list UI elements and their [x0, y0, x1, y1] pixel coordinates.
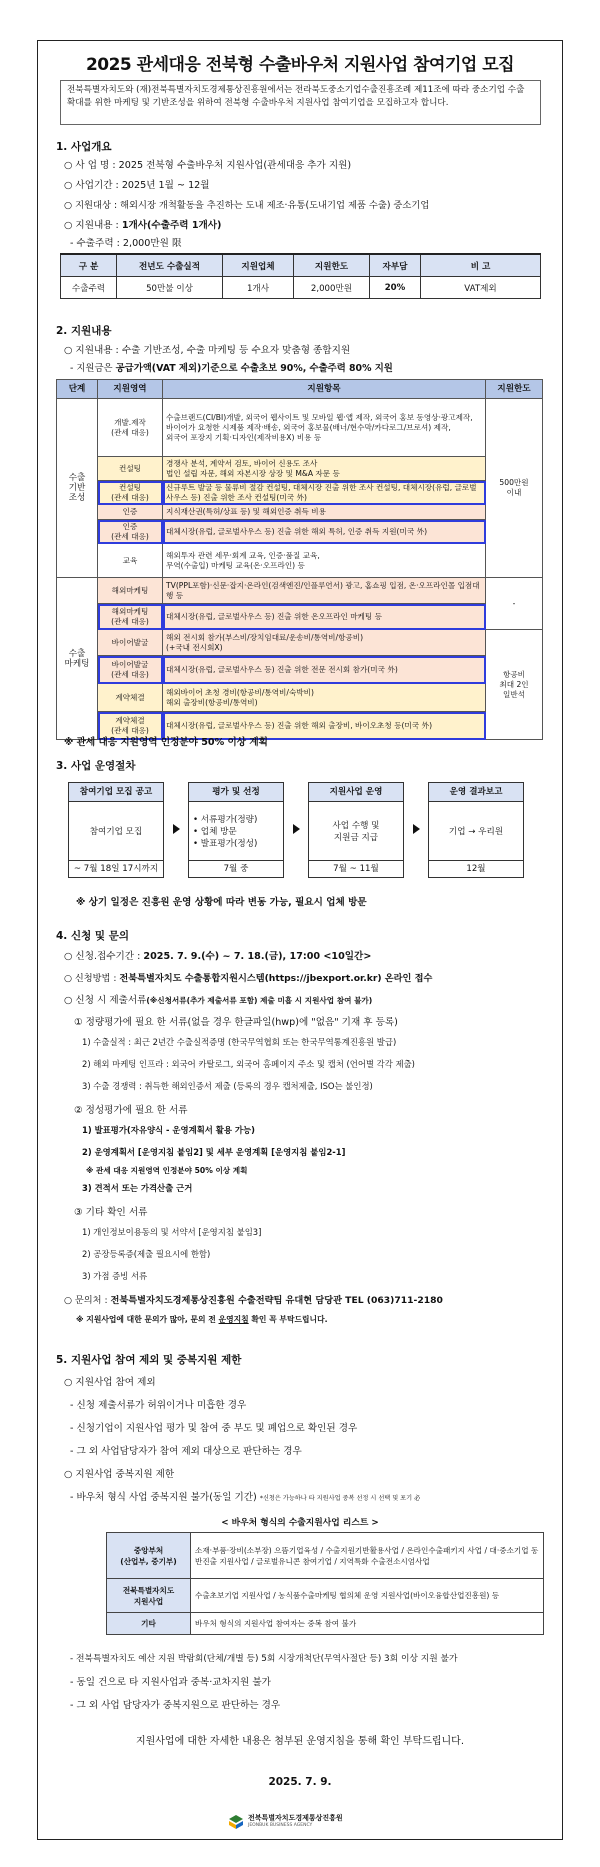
s4-docs-item: 1) 발표평가(자유양식 - 운영계획서 활용 가능) — [82, 1125, 255, 1135]
process-step — [68, 782, 164, 878]
voucher-th: 중앙부처 (산업부, 중기부) — [107, 1533, 191, 1579]
s4-docs-item: 1) 수출실적 : 최근 2년간 수출실적증명 (한국무역협회 또는 한국무역통계진흥원 발급) — [82, 1037, 397, 1047]
page-title: 2025 관세대응 전북형 수출바우처 지원사업 참여기업 모집 — [85, 55, 515, 75]
support-th: 지원영역 — [98, 380, 163, 399]
s1-line-name: ○ 사 업 명 : 2025 전북형 수출바우처 지원사업(관세대응 추가 지원) — [64, 160, 352, 171]
section-3-heading: 3. 사업 운영절차 — [56, 760, 136, 772]
s4-docs-quant: ① 정량평가에 필요 한 서류(없을 경우 한글파일(hwp)에 "없음" 기재 후 등록) — [74, 1017, 398, 1028]
s1-line-limit: - 수출주력 : 2,000만원 限 — [70, 238, 182, 249]
section-1-heading: 1. 사업개요 — [56, 141, 112, 153]
overview-td: 수출주력 — [61, 277, 117, 299]
s5-line-dup: - 바우처 형식 사업 중복지원 불가(동일 기간) *신청은 가능하나 타 지원사업 중복 선정 시 선택 및 포기 必 — [70, 1492, 421, 1503]
area-cell: 인증 (관세 대응) — [98, 520, 163, 544]
step-body: 사업 수행 및 지원금 지급 — [332, 821, 380, 843]
voucher-td: 수출초보기업 지원사업 / 농식품수출마케팅 협의체 운영 지원사업(바이오융합산업진흥원) 등 — [191, 1579, 544, 1613]
overview-table — [60, 253, 541, 299]
s5-line: - 신청 제출서류가 허위이거나 미흡한 경우 — [70, 1400, 247, 1411]
stage-cell: 수출 기반 조성 — [57, 399, 98, 578]
area-cell: 바이어발굴 — [98, 630, 163, 656]
area-cell: 해외마케팅 (관세 대응) — [98, 604, 163, 630]
voucher-th: 전북특별자치도 지원사업 — [107, 1579, 191, 1613]
overview-td: VAT제외 — [421, 277, 541, 299]
overview-td: 1개사 — [223, 277, 294, 299]
s4-line-period: ○ 신청.접수기간 : 2025. 7. 9.(수) ~ 7. 18.(금), 17:00 <10일간> — [64, 951, 372, 962]
overview-td: 20% — [370, 277, 421, 299]
step-date: 7월 ~ 11월 — [309, 860, 403, 877]
step-title: 운영 결과보고 — [429, 783, 523, 802]
step-title: 참여기업 모집 공고 — [69, 783, 163, 802]
s4-docs-item: 3) 가점 증빙 서류 — [82, 1271, 148, 1281]
voucher-table — [106, 1532, 544, 1635]
s1-line-target: ○ 지원대상 : 해외시장 개척활동을 추진하는 도내 제조·유통(도내기업 제품 수출) 중소기업 — [64, 200, 430, 211]
process-step — [188, 782, 284, 878]
overview-td: 50만불 이상 — [117, 277, 223, 299]
support-th: 지원한도 — [486, 380, 543, 399]
support-th: 단계 — [57, 380, 98, 399]
s4-line-method: ○ 신청방법 : 전북특별자치도 수출통합지원시스템(https://jbexport.or.kr) 온라인 접수 — [64, 973, 433, 984]
overview-td: 2,000만원 — [294, 277, 370, 299]
limit-cell: 500만원 이내 — [486, 399, 543, 578]
item-cell: TV(PPL포함)·신문·잡지·온라인(검색엔진/인플루언서) 광고, 홈쇼핑 입점, 온·오프라인몰 입점대행 등 — [163, 578, 486, 604]
overview-th: 전년도 수출실적 — [117, 254, 223, 277]
item-cell: 경쟁사 분석, 계약서 검토, 바이어 신용도 조사 법인 설립 자문, 해외 자본시장 상장 및 M&A 자문 등 — [163, 457, 486, 481]
item-cell: 대체시장(유럽, 글로벌사우스 등) 진출 위한 해외 특허, 인증 취득 지원(미국 外) — [163, 520, 486, 544]
s2-line-ratio: - 지원금은 공급가액(VAT 제외)기준으로 수출초보 90%, 수출주력 80% 지원 — [70, 363, 393, 374]
arrow-right-icon — [293, 824, 300, 834]
s5-line: - 전북특별자치도 예산 지원 박람회(단체/개별 등) 5회 시장개척단(무역사절단 등) 3회 이상 지원 불가 — [70, 1654, 458, 1664]
s5-line: - 동일 건으로 타 지원사업과 중복·교차지원 불가 — [70, 1677, 271, 1688]
step-title: 지원사업 운영 — [309, 783, 403, 802]
item-cell: 해외바이어 초청 경비(항공비/통역비/숙박비) 해외 출장비(항공비/통역비) — [163, 684, 486, 712]
s4-docs-note: ※ 관세 대응 지원영역 인정분야 50% 이상 계획 — [86, 1166, 248, 1175]
intro-box: 전북특별자치도와 (재)전북특별자치도경제통상진흥원에서는 전라북도중소기업수출진흥조례 제11조에 따라 중소기업 수출 확대를 위한 마케팅 및 기반조성을 위하여 전북형 수출바우처 지원사업 참여기업을 모집하고자 합니다. — [60, 80, 541, 125]
limit-cell: 항공비 최대 2인 일반석 — [486, 630, 543, 740]
voucher-td: 소재·부품·장비(소부장) 으뜸기업육성 / 수출지원기반활용사업 / 온라인수출패키지 사업 / 대·중소기업 동반진출 지원사업 / 글로벌유니콘 참여기업 / 지역특화 수출전소시엄사업 — [191, 1533, 544, 1579]
section-4-heading: 4. 신청 및 문의 — [56, 930, 129, 942]
s1-line-content: ○ 지원내용 : 1개사(수출주력 1개사) — [64, 220, 222, 231]
area-cell: 바이어발굴 (관세 대응) — [98, 656, 163, 684]
s1-line-period: ○ 사업기간 : 2025년 1월 ~ 12월 — [64, 180, 210, 191]
item-cell: 지식재산권(특허/상표 등) 및 해외인증 취득 비용 — [163, 505, 486, 520]
support-table — [56, 379, 543, 740]
item-cell: 대체시장(유럽, 글로벌사우스 등) 진출 위한 온오프라인 마케팅 등 — [163, 604, 486, 630]
s2-note: ※ 관세 대응 지원영역 인정분야 50% 이상 계획 — [64, 737, 268, 748]
area-cell: 계약체결 — [98, 684, 163, 712]
s5-line: - 그 외 사업 담당자가 중복지원으로 판단하는 경우 — [70, 1700, 281, 1711]
section-2-heading: 2. 지원내용 — [56, 325, 112, 337]
step-body: 참여기업 모집 — [89, 827, 143, 837]
support-th: 지원항목 — [163, 380, 486, 399]
s2-line-content: ○ 지원내용 : 수출 기반조성, 수출 마케팅 등 수요자 맞춤형 종합지원 — [64, 345, 351, 356]
s4-line-contact: ○ 문의처 : 전북특별자치도경제통상진흥원 수출전략팀 유대현 담당관 TEL (063)711-2180 — [64, 1295, 443, 1306]
s4-docs-item: 3) 견적서 또는 가격산출 근거 — [82, 1183, 193, 1193]
closing-text: 지원사업에 대한 자세한 내용은 첨부된 운영지침을 통해 확인 부탁드립니다. — [135, 1736, 465, 1747]
logo-subtitle: JEONBUK BUSINESS AGENCY — [248, 1823, 313, 1828]
area-cell: 컨설팅 — [98, 457, 163, 481]
s4-docs-item: 1) 개인정보이용동의 및 서약서 [운영지침 붙임3] — [82, 1227, 262, 1237]
item-cell: 해외 전시회 참가(부스비/장치임대료/운송비/통역비/항공비) (+국내 전시회X) — [163, 630, 486, 656]
overview-th: 구 분 — [61, 254, 117, 277]
s5-line: - 신청기업이 지원사업 평가 및 참여 중 부도 및 폐업으로 확인된 경우 — [70, 1423, 358, 1434]
step-body: • 서류평가(정량) • 업체 방문 • 발표평가(정성) — [193, 815, 258, 849]
step-title: 평가 및 선정 — [189, 783, 283, 802]
step-date: 7월 중 — [189, 860, 283, 877]
arrow-right-icon — [173, 824, 180, 834]
s4-docs-item: 2) 해외 마케팅 인프라 : 외국어 카탈로그, 외국어 홈페이지 주소 및 캡처 (언어별 각각 제출) — [82, 1059, 415, 1069]
s5-line: ○ 지원사업 중복지원 제한 — [64, 1469, 175, 1480]
s4-docs-item: 2) 운영계획서 [운영지침 붙임2] 및 세부 운영계획 [운영지침 붙임2-1] — [82, 1147, 346, 1157]
step-date: 12월 — [429, 860, 523, 877]
jbba-logo-icon — [228, 1814, 244, 1830]
issue-date: 2025. 7. 9. — [268, 1776, 332, 1788]
area-cell: 개발.제작 (관세 대응) — [98, 399, 163, 457]
item-cell: 수출브랜드(CI/BI)개발, 외국어 웹사이트 및 모바일 웹·앱 제작, 외국어 홍보 동영상·광고제작, 바이어가 요청한 시제품 제작·배송, 외국어 홍보물(배너/현수막/카다로그/브로셔) 제작, 외국어 포장지 기획·디자인(제작비용X) 비용 등 — [163, 399, 486, 457]
area-cell: 인증 — [98, 505, 163, 520]
item-cell: 대체시장(유럽, 글로벌사우스 등) 진출 위한 전문 전시회 참가(미국 外) — [163, 656, 486, 684]
logo-name: 전북특별자치도경제통상진흥원 — [248, 1814, 343, 1822]
s4-docs-qual: ② 정성평가에 필요 한 서류 — [74, 1105, 188, 1116]
process-step — [428, 782, 524, 878]
item-cell: 해외투자 관련 세무·회계 교육, 인증·품질 교육, 무역(수출입) 마케팅 교육(온·오프라인) 등 — [163, 544, 486, 578]
s3-note: ※ 상기 일정은 진흥원 운영 상황에 따라 변동 가능, 필요시 업체 방문 — [76, 897, 367, 908]
s4-docs-item: 3) 수출 경쟁력 : 취득한 해외인증서 제출 (등록의 경우 캡처제출, ISO는 불인정) — [82, 1081, 373, 1091]
overview-th: 비 고 — [421, 254, 541, 277]
stage-cell: 수출 마케팅 — [57, 578, 98, 740]
voucher-th: 기타 — [107, 1613, 191, 1635]
s4-docs-etc: ③ 기타 확인 서류 — [74, 1207, 148, 1218]
overview-th: 지원한도 — [294, 254, 370, 277]
s5-line: ○ 지원사업 참여 제외 — [64, 1377, 156, 1388]
section-5-heading: 5. 지원사업 참여 제외 및 중복지원 제한 — [56, 1354, 242, 1366]
voucher-table-title: < 바우처 형식의 수출지원사업 리스트 > — [221, 1518, 379, 1528]
area-cell: 컨설팅 (관세 대응) — [98, 481, 163, 505]
step-date: ~ 7월 18일 17시까지 — [69, 860, 163, 877]
area-cell: 교육 — [98, 544, 163, 578]
overview-th: 지원업체 — [223, 254, 294, 277]
area-cell: 계약체결 (관세 대응) — [98, 712, 163, 740]
overview-th: 자부담 — [370, 254, 421, 277]
s4-line-docs: ○ 신청 시 제출서류(※신청서류(추가 제출서류 포함) 제출 미흡 시 지원사업 참여 불가) — [64, 995, 373, 1006]
limit-cell: - — [486, 578, 543, 630]
voucher-td: 바우처 형식의 지원사업 참여자는 중복 참여 불가 — [191, 1613, 544, 1635]
arrow-right-icon — [413, 824, 420, 834]
area-cell: 해외마케팅 — [98, 578, 163, 604]
org-logo — [228, 1814, 343, 1830]
s4-docs-item: 2) 공장등록증(제출 필요시에 한함) — [82, 1249, 211, 1259]
process-step — [308, 782, 404, 878]
s5-line: - 그 외 사업담당자가 참여 제외 대상으로 판단하는 경우 — [70, 1446, 302, 1457]
item-cell: 대체시장(유럽, 글로벌사우스 등) 진출 위한 해외 출장비, 바이오초청 등(미국 外) — [163, 712, 486, 740]
item-cell: 신규루트 발굴 등 물류비 절감 컨설팅, 대체시장 진출 위한 조사 컨설팅, 대체시장(유럽, 글로벌사우스 등) 진출 위한 조사 컨설팅(미국 外) — [163, 481, 486, 505]
step-body: 기업 → 우리원 — [448, 827, 504, 837]
s4-line-notice: ※ 지원사업에 대한 문의가 많아, 문의 전 운영지침 확인 꼭 부탁드립니다. — [76, 1315, 328, 1324]
